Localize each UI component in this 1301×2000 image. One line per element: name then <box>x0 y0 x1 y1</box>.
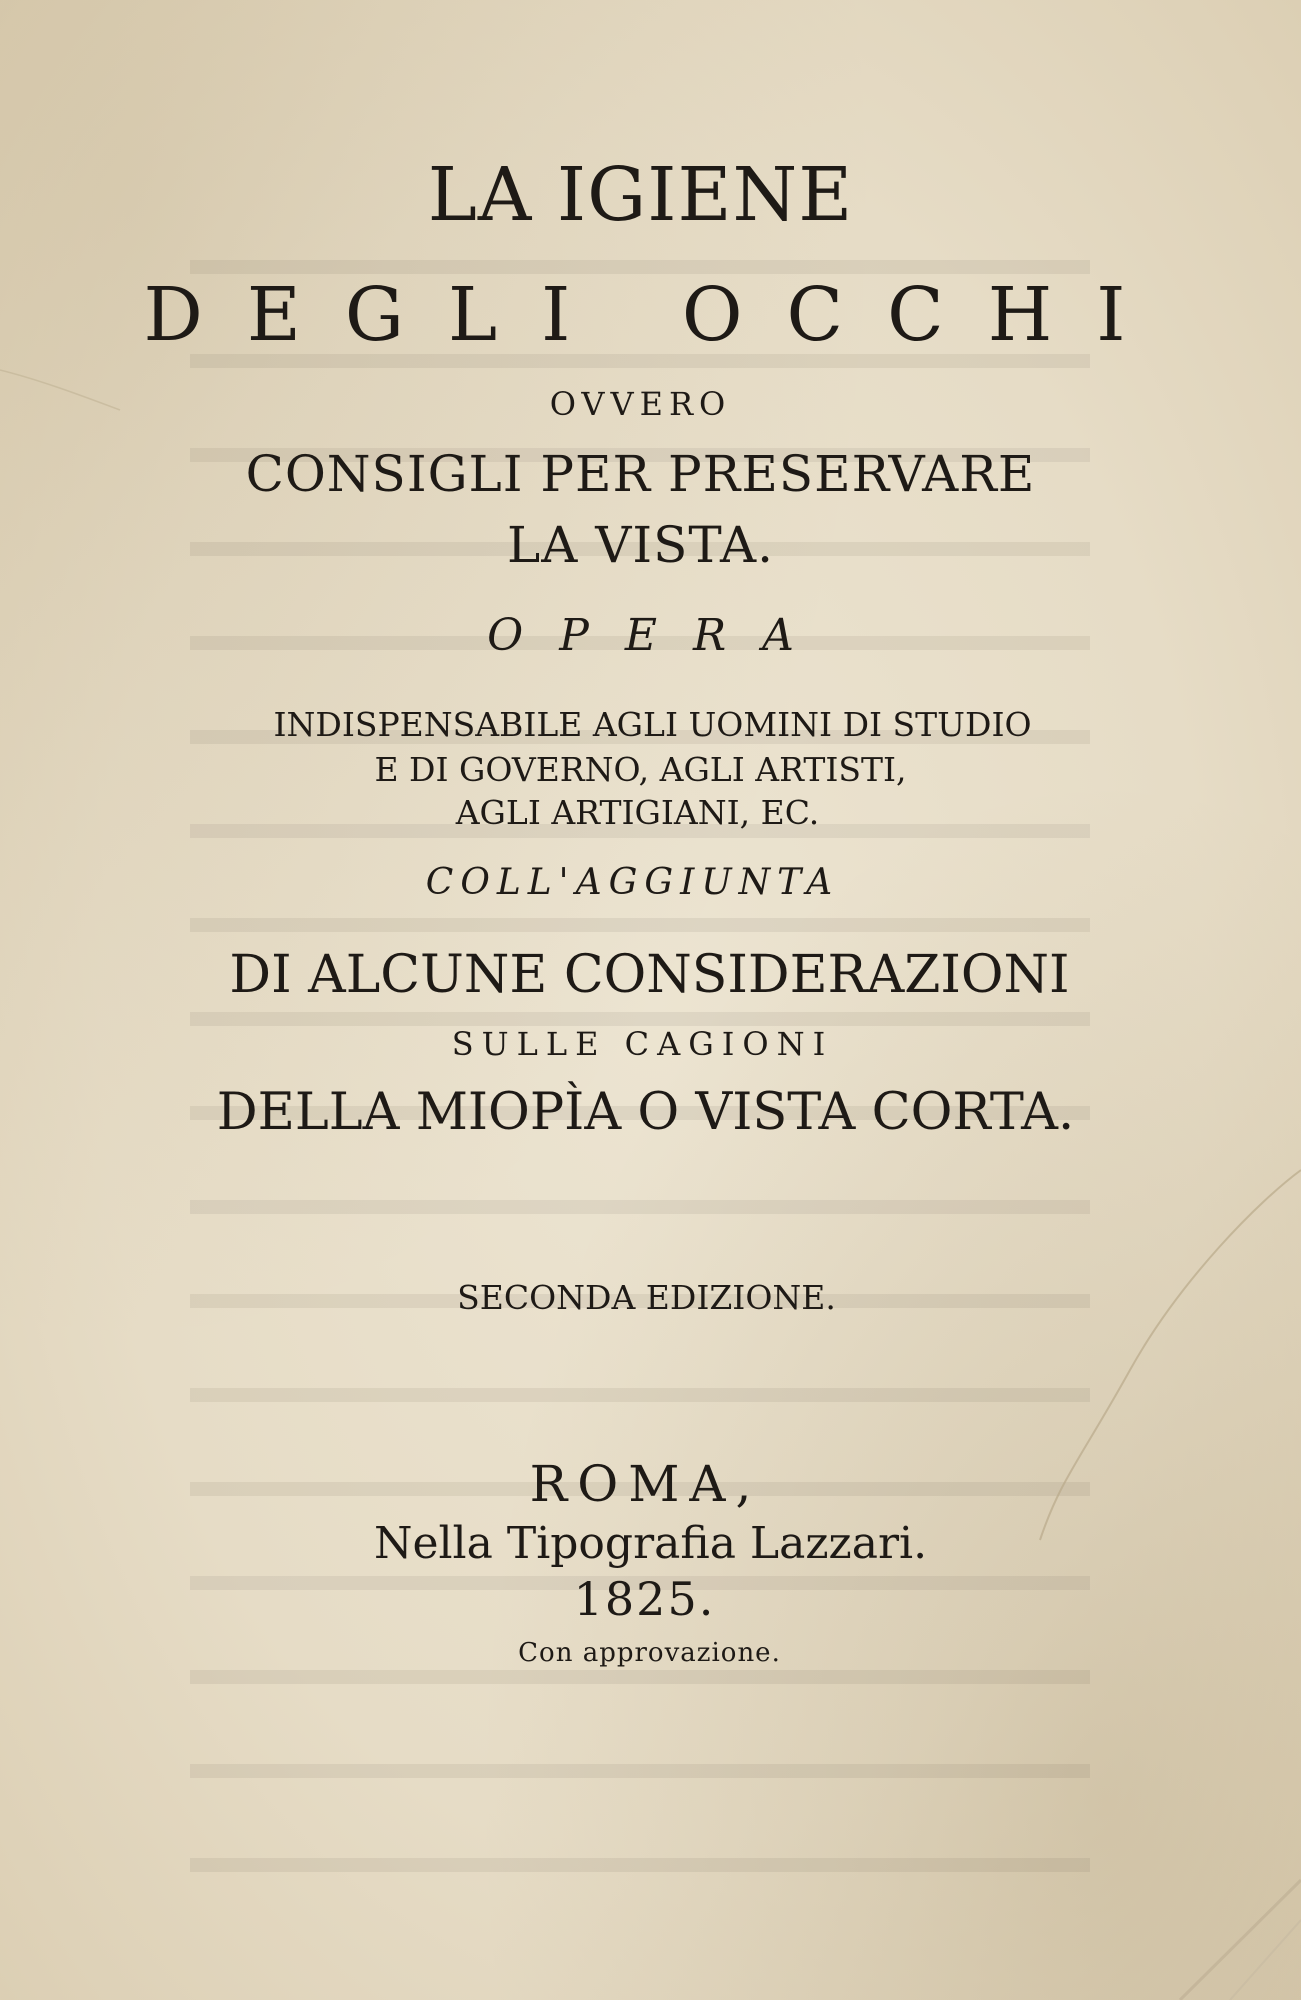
edition: SECONDA EDIZIONE. <box>457 1278 836 1317</box>
description-line-2: E DI GOVERNO, AGLI ARTISTI, <box>374 750 907 789</box>
imprint-place: ROMA, <box>529 1455 762 1513</box>
subtitle-line-1: CONSIGLI PER PRESERVARE <box>245 445 1036 503</box>
addition-line-2: SULLE CAGIONI <box>451 1025 834 1063</box>
imprint-printer: Nella Tipografia Lazzari. <box>373 1518 928 1569</box>
subtitle-line-2: LA VISTA. <box>507 516 774 574</box>
connector-ovvero: OVVERO <box>549 385 732 423</box>
imprint-year: 1825. <box>573 1572 716 1626</box>
title-line-1: LA IGIENE <box>427 152 854 238</box>
addition-label: COLL'AGGIUNTA <box>425 862 840 903</box>
description-line-3: AGLI ARTIGIANI, EC. <box>455 793 820 832</box>
opera-label: OPERA <box>487 610 830 661</box>
approval-note: Con approvazione. <box>518 1638 781 1668</box>
title-line-2: DEGLI OCCHI <box>143 272 1170 358</box>
description-line-1: INDISPENSABILE AGLI UOMINI DI STUDIO <box>273 705 1032 744</box>
addition-line-3: DELLA MIOPÌA O VISTA CORTA. <box>216 1083 1075 1142</box>
addition-line-1: DI ALCUNE CONSIDERAZIONI <box>229 945 1070 1005</box>
